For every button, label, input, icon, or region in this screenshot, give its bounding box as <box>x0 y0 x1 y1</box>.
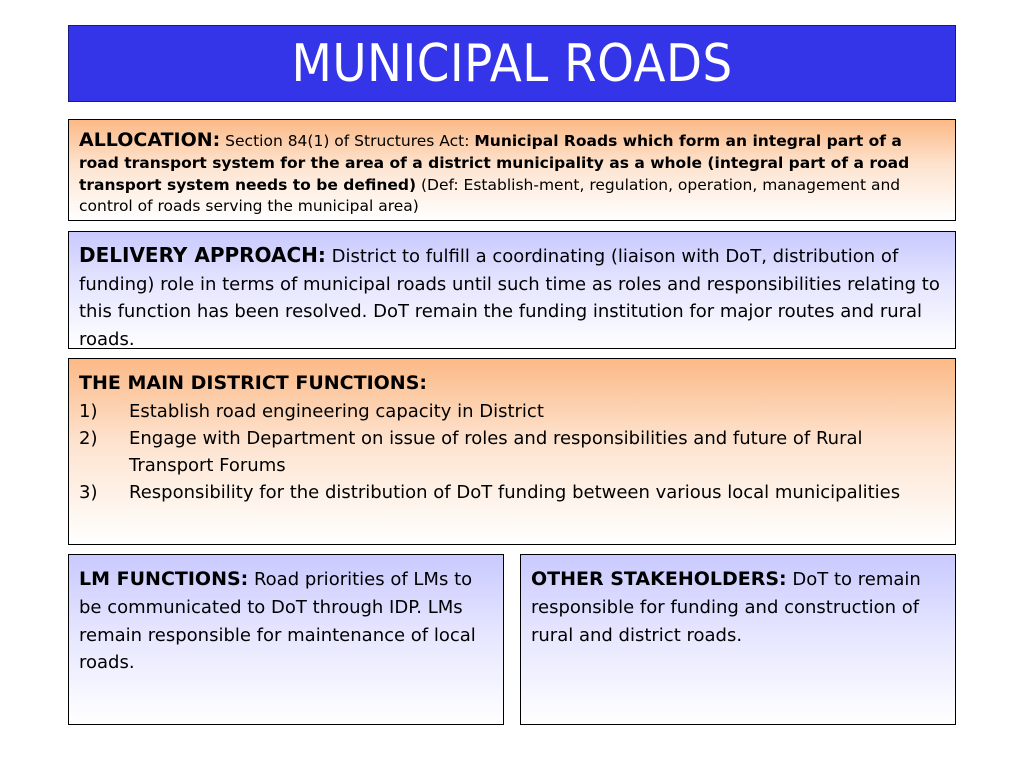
delivery-approach-box <box>68 231 956 349</box>
allocation-bold-text: Municipal Roads which form an integral part of a road transport system for the area of a district municipality as a whole (integral part of a road transport system needs to be defined) <box>79 132 910 194</box>
lm-functions-heading: LM FUNCTIONS: <box>79 568 249 590</box>
list-item <box>79 479 945 506</box>
list-item-text: Responsibility for the distribution of DoT funding between various local municipalities <box>129 481 901 503</box>
lm-functions-box <box>68 554 504 725</box>
main-functions-list <box>79 398 945 506</box>
list-item <box>79 425 945 479</box>
allocation-heading: ALLOCATION: <box>79 129 221 151</box>
allocation-definition: (Def: Establish-ment, regulation, operation, management and control of roads serving the municipal area) <box>79 175 901 215</box>
delivery-heading: DELIVERY APPROACH: <box>79 243 326 267</box>
other-stakeholders-heading: OTHER STAKEHOLDERS: <box>531 568 787 590</box>
main-functions-heading: THE MAIN DISTRICT FUNCTIONS: <box>79 372 427 394</box>
page-title: MUNICIPAL ROADS <box>291 33 733 94</box>
list-item-text: Engage with Department on issue of roles and responsibilities and future of Rural Transport Forums <box>129 427 863 476</box>
list-item-number: 3) <box>79 481 98 503</box>
allocation-box <box>68 119 956 221</box>
list-item-number: 2) <box>79 427 98 449</box>
list-item-number: 1) <box>79 400 98 422</box>
main-functions-box <box>68 358 956 545</box>
title-bar <box>68 25 956 102</box>
other-stakeholders-text: DoT to remain responsible for funding and construction of rural and district roads. <box>531 569 921 646</box>
lm-functions-text: Road priorities of LMs to be communicated to DoT through IDP. LMs remain responsible for maintenance of local roads. <box>79 569 476 674</box>
allocation-intro: Section 84(1) of Structures Act: <box>220 132 475 150</box>
list-item <box>79 398 945 425</box>
delivery-text: District to fulfill a coordinating (liaison with DoT, distribution of funding) role in terms of municipal roads until such time as roles and responsibilities relating to this function has been resolved. DoT remain the funding institution for major routes and rural roads. <box>79 246 940 350</box>
list-item-text: Establish road engineering capacity in District <box>129 400 544 422</box>
other-stakeholders-box <box>520 554 956 725</box>
